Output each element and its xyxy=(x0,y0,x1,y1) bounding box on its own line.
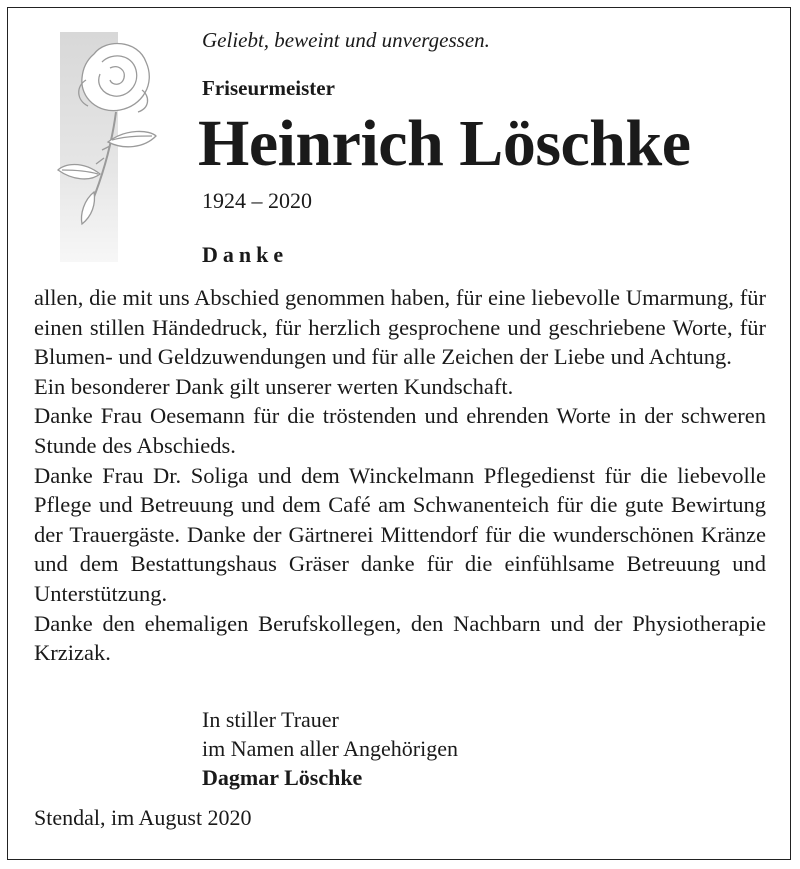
deceased-name: Heinrich Löschke xyxy=(198,107,691,180)
signature-line: In stiller Trauer xyxy=(202,707,339,732)
signature-block xyxy=(202,705,458,792)
rose-icon xyxy=(46,32,166,262)
motto: Geliebt, beweint und unvergessen. xyxy=(202,28,490,52)
profession: Friseurmeister xyxy=(202,76,335,100)
thanks-heading: Danke xyxy=(202,242,289,267)
thanks-paragraph: Danke Frau Oesemann für die tröstenden und ehrenden Worte in der schweren Stunde des Abschieds. xyxy=(34,403,766,458)
thanks-paragraph: Ein besonderer Dank gilt unserer werten Kundschaft. xyxy=(34,373,514,399)
thanks-paragraph: allen, die mit uns Abschied genommen haben, für eine liebevolle Umarmung, für einen stillen Händedruck, für herzlich gesprochene und geschriebene Worte, für Blumen- und Geldzuwendungen und für alle Zeichen der Liebe und Achtung. xyxy=(34,285,766,370)
place-date: Stendal, im August 2020 xyxy=(34,805,252,830)
life-years: 1924 – 2020 xyxy=(202,188,312,213)
signature-name: Dagmar Löschke xyxy=(202,765,363,790)
signature-line: im Namen aller Angehörigen xyxy=(202,736,458,761)
thanks-paragraph: Danke Frau Dr. Soliga und dem Winckelmann Pflegedienst für die liebevolle Pflege und Betreuung und dem Café am Schwanenteich für die gute Bewirtung der Trauergäste. Danke der Gärtnerei Mittendorf für die wunderschönen Kränze und dem Bestattungshaus Gräser danke für die einfühlsame Betreuung und Unterstützung. xyxy=(34,462,766,606)
thanks-paragraph: Danke den ehemaligen Berufskollegen, den Nachbarn und der Physiotherapie Krzizak. xyxy=(34,610,766,666)
thanks-text xyxy=(34,283,766,668)
